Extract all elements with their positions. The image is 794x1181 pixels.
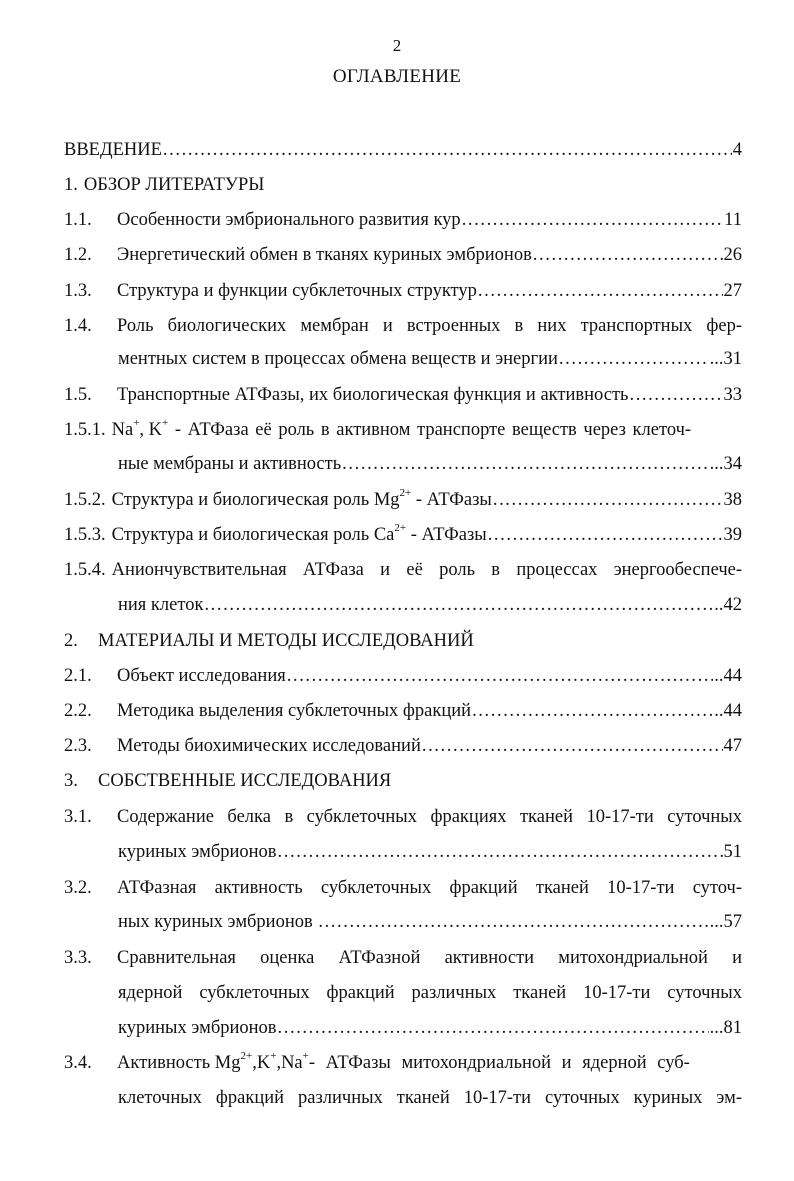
toc-section-3-4[interactable] [64, 1051, 742, 1075]
toc-entry-text: Структура и биологическая роль $Mg^{2+}$ - АТФазы [111, 486, 492, 510]
dot-leader [278, 1016, 709, 1040]
toc-entry-text: Содержание белка в субклеточных фракциях тканей 10-17-ти суточных [117, 807, 742, 827]
dot-leader [559, 347, 709, 371]
toc-entry-number: 1.2. [64, 245, 92, 265]
toc-chapter-3[interactable] [64, 769, 742, 793]
toc-entry-number: 2.1. [64, 666, 92, 686]
toc-entry-number: 2.2. [64, 701, 92, 721]
toc-entry-number: 1.5.4. [64, 560, 106, 580]
toc-entry-number: 3.1. [64, 807, 92, 827]
toc-entry-text: Структура и функции субклеточных структур [117, 281, 477, 301]
toc-entry-number: 2.3. [64, 736, 92, 756]
toc-section-3-3-continuation-1[interactable] [118, 981, 742, 1005]
dot-leader [342, 452, 708, 476]
toc-entry-text: Методика выделения субклеточных фракций [117, 701, 472, 721]
dot-leader [478, 279, 723, 303]
toc-entry-introduction[interactable] [64, 138, 742, 162]
toc-entry-text: Энергетический обмен в тканях куриных эмбрионов [117, 245, 532, 265]
toc-entry-text: Методы биохимических исследований [117, 736, 421, 756]
dot-leader [287, 664, 714, 688]
toc-section-3-1[interactable] [64, 805, 742, 829]
toc-entry-number: 3.2. [64, 878, 92, 898]
toc-page-number: 39 [723, 525, 742, 545]
toc-entry-text: ядерной субклеточных фракций различных тканей 10-17-ти суточных [118, 983, 742, 1003]
toc-entry-text: ментных систем в процессах обмена веществ и энергии [118, 349, 558, 369]
toc-entry-number: 1.5.2. [64, 490, 106, 510]
toc-chapter-2[interactable] [64, 629, 742, 653]
toc-section-1-5-3[interactable] [64, 523, 742, 547]
toc-entry-text: Na+, K+ - АТФаза её роль в активном транспорте веществ через клеточ- [111, 416, 692, 440]
toc-entry-text: ных куриных эмбрионов [118, 912, 318, 932]
dot-leader [629, 383, 722, 407]
toc-page-number: 47 [723, 736, 742, 756]
toc-section-1-3[interactable] [64, 279, 742, 303]
toc-page-number: ...31 [709, 349, 742, 369]
toc-entry-text: ния клеток [118, 595, 204, 615]
toc-chapter-1[interactable] [64, 173, 742, 197]
toc-entry-text: Особенности эмбрионального развития кур [117, 210, 461, 230]
toc-entry-text: АТФазная активность субклеточных фракций тканей 10-17-ти суточ- [117, 878, 742, 898]
toc-section-1-5-4[interactable] [64, 558, 742, 582]
toc-section-1-2[interactable] [64, 243, 742, 267]
toc-page-number: ...34 [709, 454, 742, 474]
page-number: 2 [392, 36, 402, 55]
toc-section-1-5-2[interactable] [64, 488, 742, 512]
dot-leader [462, 208, 723, 232]
toc-section-1-5-1[interactable] [64, 418, 742, 442]
toc-entry-text: клеточных фракций различных тканей 10-17-ти суточных куриных эм- [118, 1088, 742, 1108]
toc-page-number: 27 [723, 281, 742, 301]
toc-entry-number: 1.5.1. [64, 420, 106, 440]
toc-page-number: ...57 [709, 912, 742, 932]
toc-entry-text: Роль биологических мембран и встроенных в них транспортных фер- [117, 316, 742, 336]
dot-leader [533, 243, 723, 267]
toc-section-1-5-1-continuation[interactable] [118, 452, 742, 476]
toc-section-3-3-continuation-2[interactable] [118, 1016, 742, 1040]
toc-page-number: ..44 [714, 666, 742, 686]
toc-entry-text: куриных эмбрионов [118, 842, 277, 862]
toc-entry-text: ВВЕДЕНИЕ [64, 140, 162, 160]
toc-section-3-2-continuation[interactable] [118, 910, 742, 934]
toc-entry-text: СОБСТВЕННЫЕ ИССЛЕДОВАНИЯ [98, 771, 392, 791]
toc-entry-number: 3.4. [64, 1053, 92, 1073]
dot-leader [472, 699, 713, 723]
toc-page-number: 51 [723, 842, 742, 862]
dot-leader [318, 910, 708, 934]
toc-entry-text: Объект исследования [117, 666, 286, 686]
toc-entry-number: 1.5.3. [64, 525, 106, 545]
page-title: ОГЛАВЛЕНИЕ [332, 66, 462, 87]
toc-section-1-5[interactable] [64, 383, 742, 407]
toc-page-number: 4 [732, 140, 742, 160]
dot-leader [488, 523, 723, 547]
toc-entry-number: 3.3. [64, 948, 92, 968]
toc-entry-text: Транспортные АТФазы, их биологическая функция и активность [117, 385, 629, 405]
dot-leader [422, 734, 723, 758]
toc-entry-text: куриных эмбрионов [118, 1018, 277, 1038]
toc-entry-number: 1.1. [64, 210, 92, 230]
toc-section-2-2[interactable] [64, 699, 742, 723]
toc-section-1-5-4-continuation[interactable] [118, 593, 742, 617]
toc-page-number: 38 [723, 490, 742, 510]
toc-section-1-4[interactable] [64, 314, 742, 338]
dot-leader [163, 138, 732, 162]
toc-section-1-4-continuation[interactable] [118, 347, 742, 371]
toc-entry-text: МАТЕРИАЛЫ И МЕТОДЫ ИССЛЕДОВАНИЙ [98, 631, 474, 651]
toc-section-1-1[interactable] [64, 208, 742, 232]
dot-leader [278, 840, 723, 864]
toc-entry-number: 1. [64, 175, 78, 195]
toc-entry-number: 2. [64, 631, 78, 651]
toc-section-3-4-continuation[interactable] [118, 1086, 742, 1110]
toc-section-2-3[interactable] [64, 734, 742, 758]
toc-entry-number: 3. [64, 771, 78, 791]
toc-entry-number: 1.3. [64, 281, 92, 301]
toc-page-number: 33 [723, 385, 742, 405]
toc-page-number: ..42 [714, 595, 742, 615]
toc-section-3-3[interactable] [64, 946, 742, 970]
toc-page-number: ..44 [714, 701, 742, 721]
toc-section-3-1-continuation[interactable] [118, 840, 742, 864]
toc-entry-text: ные мембраны и активность [118, 454, 342, 474]
toc-entry-text: Активность $Mg^{2+},K^+,Na^+-$ АТФазы митохондриальной и ядерной суб- [117, 1049, 690, 1073]
toc-section-3-2[interactable] [64, 876, 742, 900]
toc-page-number: 11 [724, 210, 742, 230]
dot-leader [204, 593, 713, 617]
toc-entry-text: ОБЗОР ЛИТЕРАТУРЫ [83, 175, 265, 195]
toc-page-number: 26 [723, 245, 742, 265]
toc-section-2-1[interactable] [64, 664, 742, 688]
toc-entry-number: 1.4. [64, 316, 92, 336]
dot-leader [493, 488, 723, 512]
toc-entry-text: Аниончувствительная АТФаза и её роль в процессах энергообеспече- [111, 560, 742, 580]
toc-entry-text: Структура и биологическая роль $Са^{2+}$ - АТФазы [111, 521, 487, 545]
toc-page-number: ...81 [709, 1018, 742, 1038]
toc-entry-text: Сравнительная оценка АТФазной активности митохондриальной и [117, 948, 742, 968]
toc-entry-number: 1.5. [64, 385, 92, 405]
